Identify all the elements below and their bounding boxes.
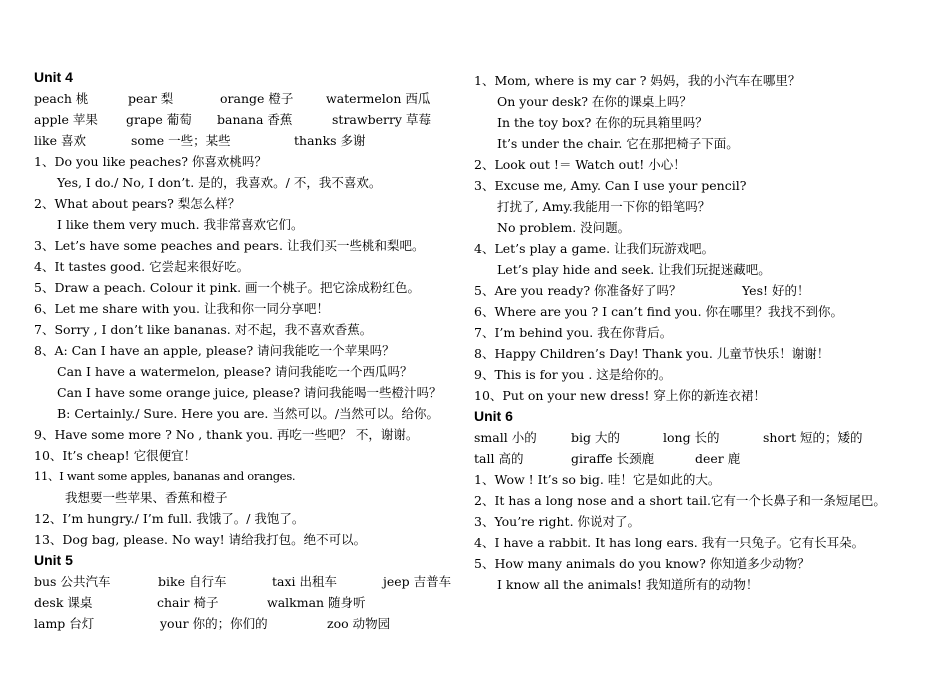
sentence-line: 12、I’m hungry./ I’m full. 我饿了。/ 我饱了。 <box>34 511 305 526</box>
vocab-word: like 喜欢 <box>34 133 86 148</box>
vocab-word: walkman 随身听 <box>267 595 366 610</box>
vocab-word: chair 椅子 <box>157 595 219 610</box>
sentence-line: 4、It tastes good. 它尝起来很好吃。 <box>34 259 250 274</box>
vocab-word: orange 橙子 <box>220 91 294 106</box>
vocab-word: pear 梨 <box>128 91 174 106</box>
unit5-vocab-row-3 <box>34 613 464 634</box>
unit5-vocab-row-1 <box>34 571 464 592</box>
vocab-word: bike 自行车 <box>158 574 227 589</box>
sentence-line: Let’s play hide and seek. 让我们玩捉迷藏吧。 <box>497 262 771 277</box>
sentence-line: No problem. 没问题。 <box>497 220 631 235</box>
sentence-line: 3、Excuse me, Amy. Can I use your pencil? <box>474 178 747 193</box>
unit5-heading: Unit 5 <box>34 552 73 568</box>
sentence-line: 13、Dog bag, please. No way! 请给我打包。绝不可以。 <box>34 532 367 547</box>
sentence-line: In the toy box? 在你的玩具箱里吗？ <box>497 115 708 130</box>
sentence-line: 10、It’s cheap! 它很便宜！ <box>34 448 197 463</box>
sentence-line: 2、What about pears? 梨怎么样？ <box>34 196 241 211</box>
sentence-line: 5、How many animals do you know? 你知道多少动物？ <box>474 556 810 571</box>
vocab-word: peach 桃 <box>34 91 89 106</box>
vocab-word: tall 高的 <box>474 451 524 466</box>
vocab-word: giraffe 长颈鹿 <box>571 451 655 466</box>
sentence-line: Yes, I do./ No, I don’t. 是的，我喜欢。/ 不，我不喜欢。 <box>57 175 382 190</box>
vocab-word: bus 公共汽车 <box>34 574 111 589</box>
sentence-line: 1、Mom, where is my car ? 妈妈，我的小汽车在哪里？ <box>474 73 801 88</box>
unit4-heading: Unit 4 <box>34 69 73 85</box>
sentence-line: 1、Wow ! It’s so big. 哇！它是如此的大。 <box>474 472 721 487</box>
unit6-heading: Unit 6 <box>474 408 513 424</box>
sentence-question: 5、Are you ready? 你准备好了吗？ <box>474 283 682 298</box>
vocab-word: short 短的；矮的 <box>763 430 863 445</box>
sentence-line: I like them very much. 我非常喜欢它们。 <box>57 217 304 232</box>
sentence-line: 9、Have some more ? No , thank you. 再吃一些吧？ 不，谢谢。 <box>34 427 419 442</box>
sentence-line: 2、Look out !＝ Watch out! 小心！ <box>474 157 686 172</box>
vocab-word: banana 香蕉 <box>217 112 293 127</box>
vocab-word: small 小的 <box>474 430 537 445</box>
vocab-word: desk 课桌 <box>34 595 93 610</box>
vocab-word: your 你的；你们的 <box>160 616 268 631</box>
sentence-line: Can I have some orange juice, please? 请问我能喝一些橙汁吗？ <box>57 385 442 400</box>
vocab-word: deer 鹿 <box>695 451 741 466</box>
sentence-line: 7、I’m behind you. 我在你背后。 <box>474 325 673 340</box>
sentence-line: 我想要一些苹果、香蕉和橙子 <box>65 490 228 505</box>
sentence-line: 2、It has a long nose and a short tail.它有一个长鼻子和一条短尾巴。 <box>474 493 886 508</box>
sentence-line: 4、Let’s play a game. 让我们玩游戏吧。 <box>474 241 715 256</box>
vocab-word: jeep 吉普车 <box>383 574 452 589</box>
sentence-line: 8、Happy Children’s Day! Thank you. 儿童节快乐！谢谢！ <box>474 346 830 361</box>
right-column <box>474 70 914 595</box>
unit4-vocab-row-2 <box>34 109 464 130</box>
vocab-word: strawberry 草莓 <box>332 112 431 127</box>
sentence-line: 4、I have a rabbit. It has long ears. 我有一只兔子。它有长耳朵。 <box>474 535 865 550</box>
vocab-word: zoo 动物园 <box>327 616 391 631</box>
sentence-line: On your desk? 在你的课桌上吗？ <box>497 94 692 109</box>
sentence-line <box>474 280 914 301</box>
sentence-line: 7、Sorry , I don’t like bananas. 对不起，我不喜欢香蕉。 <box>34 322 373 337</box>
sentence-line: 8、A: Can I have an apple, please? 请问我能吃一个苹果吗？ <box>34 343 395 358</box>
unit6-vocab-row-2 <box>474 448 914 469</box>
sentence-line: B: Certainly./ Sure. Here you are. 当然可以。/当然可以。给你。 <box>57 406 440 421</box>
left-column <box>34 67 464 634</box>
sentence-line: 6、Let me share with you. 让我和你一同分享吧！ <box>34 301 329 316</box>
sentence-line: 5、Draw a peach. Colour it pink. 画一个桃子。把它涂成粉红色。 <box>34 280 421 295</box>
sentence-line: 11、I want some apples, bananas and oranges. <box>34 469 296 483</box>
sentence-line: 1、Do you like peaches? 你喜欢桃吗？ <box>34 154 267 169</box>
sentence-line: Can I have a watermelon, please? 请问我能吃一个西瓜吗？ <box>57 364 413 379</box>
sentence-line: 3、Let’s have some peaches and pears. 让我们买一些桃和梨吧。 <box>34 238 425 253</box>
sentence-line: 10、Put on your new dress! 穿上你的新连衣裙！ <box>474 388 766 403</box>
vocab-word: thanks 多谢 <box>294 133 366 148</box>
sentence-line: I know all the animals! 我知道所有的动物！ <box>497 577 759 592</box>
sentence-line: 6、Where are you ? I can’t find you. 你在哪里？我找不到你。 <box>474 304 844 319</box>
vocab-word: big 大的 <box>571 430 620 445</box>
unit6-vocab-row-1 <box>474 427 914 448</box>
vocab-word: watermelon 西瓜 <box>326 91 431 106</box>
sentence-line: It’s under the chair. 它在那把椅子下面。 <box>497 136 739 151</box>
sentence-line: 9、This is for you . 这是给你的。 <box>474 367 672 382</box>
sentence-line: 3、You’re right. 你说对了。 <box>474 514 641 529</box>
vocab-word: taxi 出租车 <box>272 574 337 589</box>
vocab-word: grape 葡萄 <box>126 112 192 127</box>
vocab-word: lamp 台灯 <box>34 616 95 631</box>
unit5-vocab-row-2 <box>34 592 464 613</box>
sentence-answer: Yes! 好的！ <box>742 283 810 298</box>
sentence-line: 打扰了, Amy.我能用一下你的铅笔吗？ <box>497 199 711 214</box>
unit4-vocab-row-1 <box>34 88 464 109</box>
vocab-word: some 一些；某些 <box>131 133 231 148</box>
unit4-vocab-row-3 <box>34 130 464 151</box>
vocab-word: long 长的 <box>663 430 720 445</box>
vocab-word: apple 苹果 <box>34 112 98 127</box>
